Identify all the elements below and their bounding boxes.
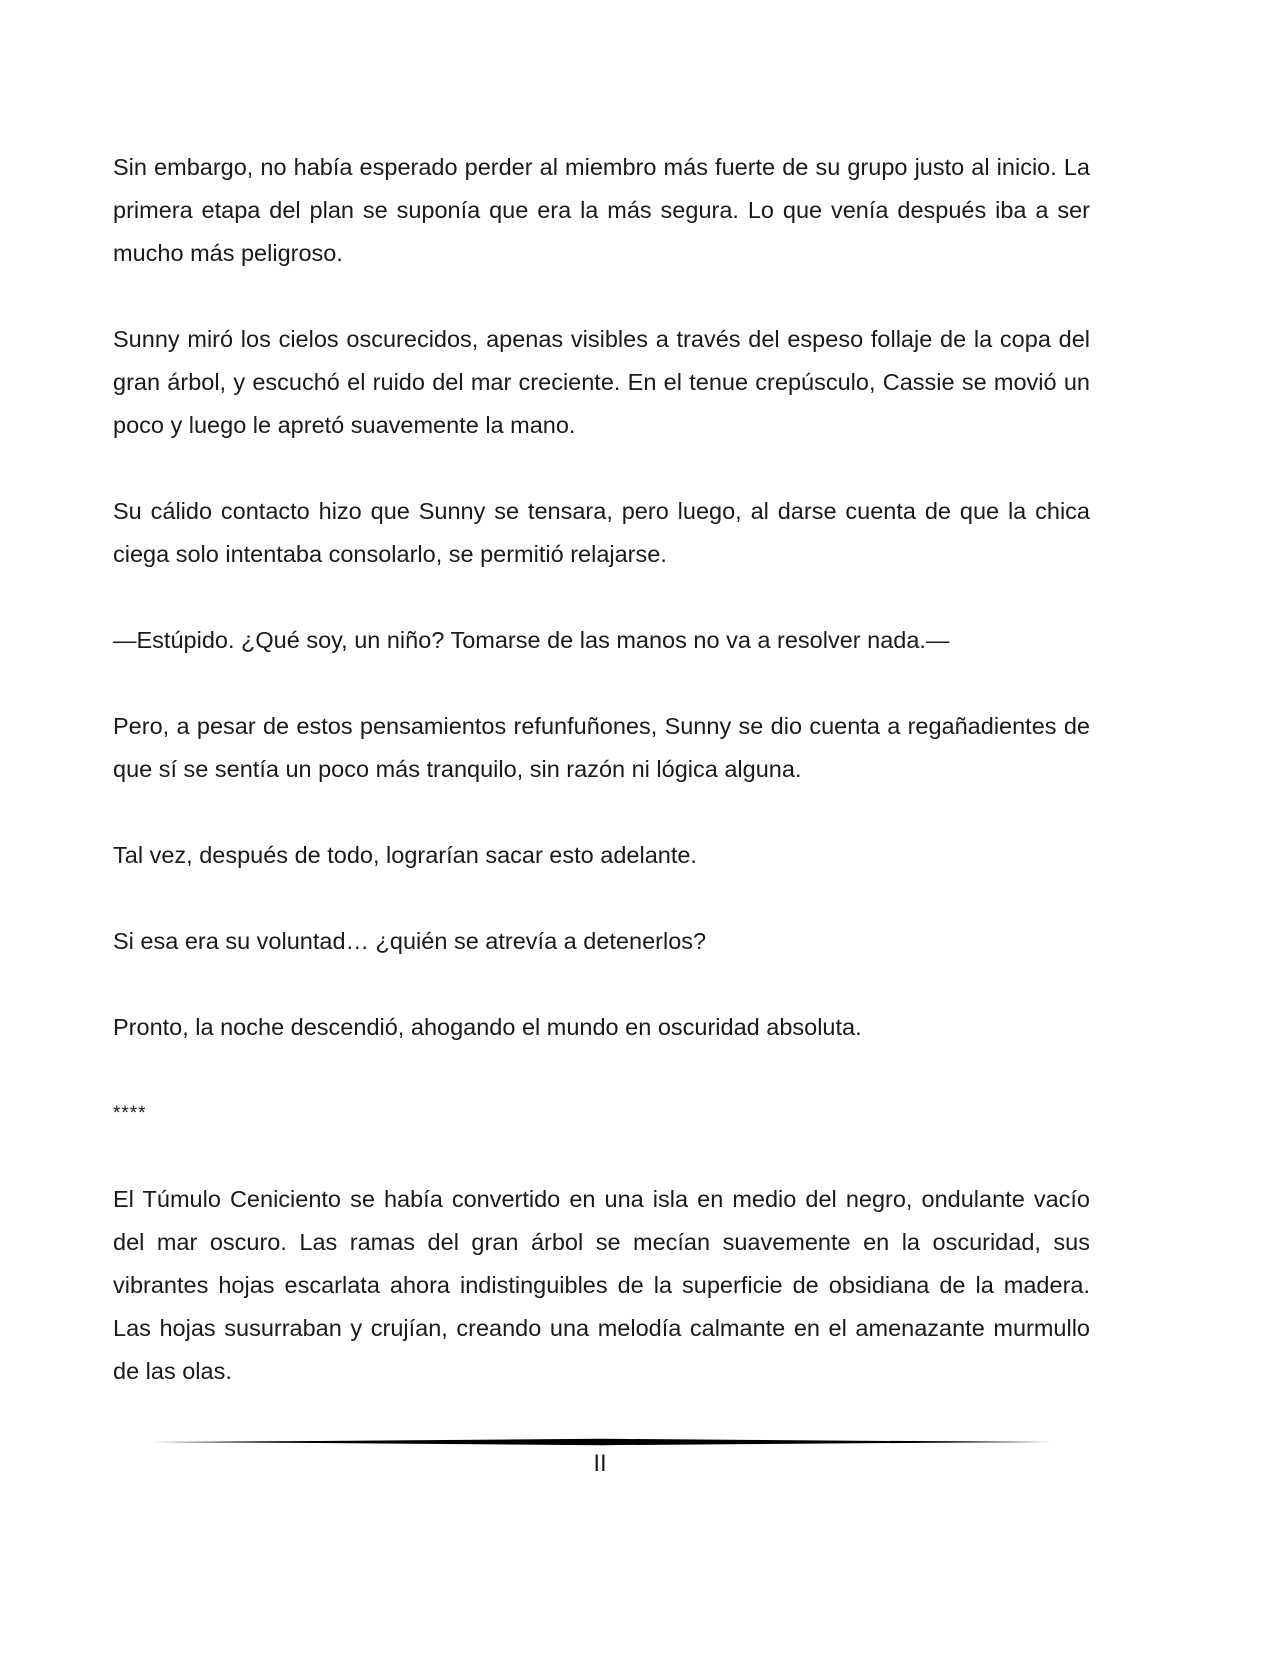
page-number: II — [593, 1450, 607, 1477]
paragraph-4-dialogue: —Estúpido. ¿Qué soy, un niño? Tomarse de las manos no va a resolver nada.— — [113, 627, 950, 653]
paragraph-6: Tal vez, después de todo, lograrían sacar esto adelante. — [113, 842, 697, 868]
paragraph-5: Pero, a pesar de estos pensamientos refunfuñones, Sunny se dio cuenta a regañadientes de que sí se sentía un poco más tranquilo, sin razón ni lógica alguna. — [113, 713, 1090, 782]
paragraph-8: Pronto, la noche descendió, ahogando el mundo en oscuridad absoluta. — [113, 1014, 862, 1040]
scene-separator: **** — [113, 1103, 147, 1124]
paragraph-7: Si esa era su voluntad… ¿quién se atrevía a detenerlos? — [113, 928, 707, 954]
paragraph-2: Sunny miró los cielos oscurecidos, apenas visibles a través del espeso follaje de la copa del gran árbol, y escuchó el ruido del mar creciente. En el tenue crepúsculo, Cassie se movió un poco y luego le apretó suavemente la mano. — [113, 326, 1090, 438]
paragraph-9: El Túmulo Ceniciento se había convertido en una isla en medio del negro, ondulante vacío del mar oscuro. Las ramas del gran árbol se mecían suavemente en la oscuridad, sus vibrantes hojas escarlata ahora indistinguibles de la superficie de obsidiana de la madera. Las hojas susurraban y crujían, creando una melodía calmante en el amenazante murmullo de las olas. — [113, 1186, 1090, 1384]
page-body — [113, 146, 1090, 1393]
paragraph-1: Sin embargo, no había esperado perder al miembro más fuerte de su grupo justo al inicio. La primera etapa del plan se suponía que era la más segura. Lo que venía después iba a ser mucho más peligroso. — [113, 154, 1090, 266]
paragraph-3: Su cálido contacto hizo que Sunny se tensara, pero luego, al darse cuenta de que la chica ciega solo intentaba consolarlo, se permitió relajarse. — [113, 498, 1090, 567]
footer-rule — [152, 1437, 1052, 1447]
